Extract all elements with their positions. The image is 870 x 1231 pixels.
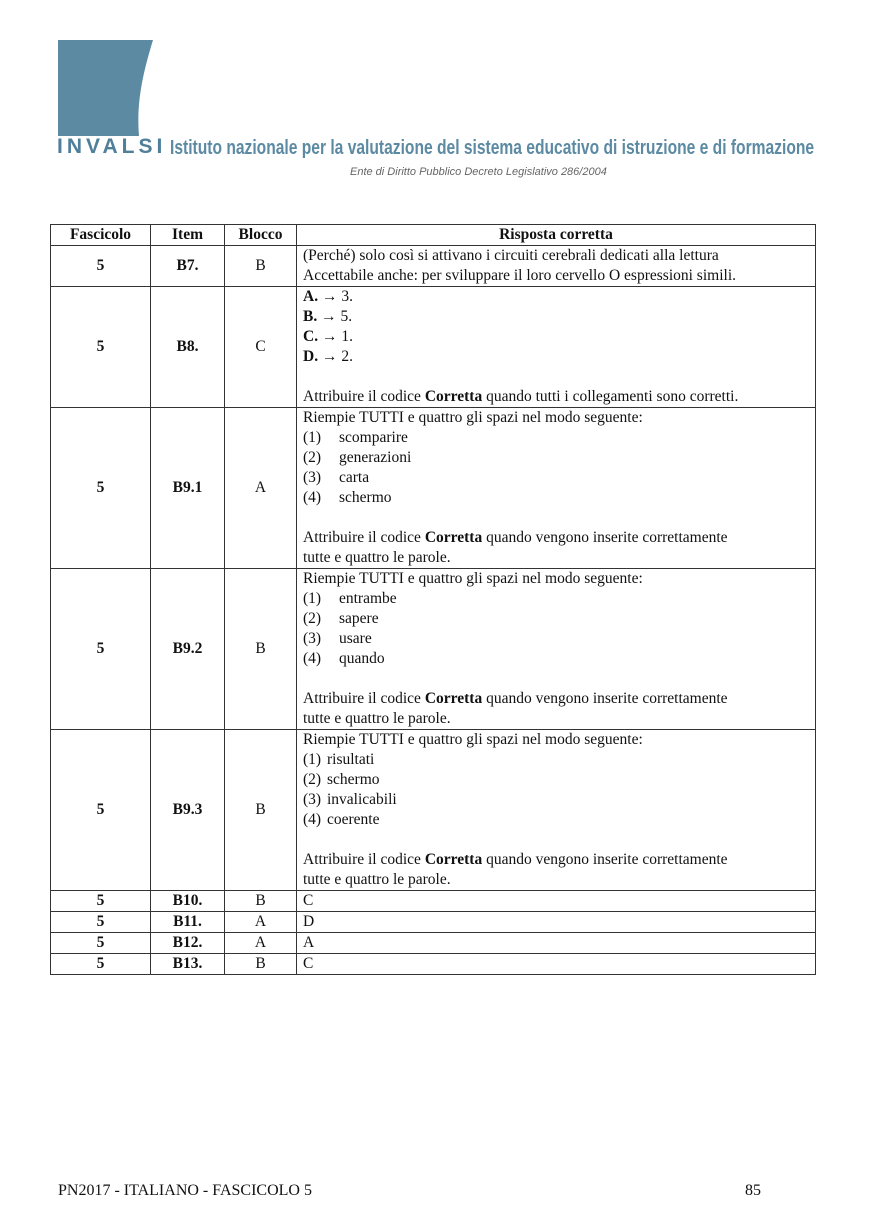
word-line: (3) invalicabili bbox=[303, 791, 397, 808]
table-row bbox=[51, 569, 816, 730]
fascicolo-cell: 5 bbox=[51, 287, 151, 408]
item-cell: B9.2 bbox=[151, 569, 225, 730]
item-cell: B11. bbox=[151, 912, 225, 933]
scoring-note: Attribuire il codice Corretta quando vengono inserite correttamente bbox=[303, 529, 728, 546]
scoring-note-line2: tutte e quattro le parole. bbox=[303, 549, 451, 566]
blocco-cell: B bbox=[225, 891, 297, 912]
blocco-cell: C bbox=[225, 287, 297, 408]
table-row bbox=[51, 246, 816, 287]
table-row bbox=[51, 891, 816, 912]
answers-table bbox=[50, 224, 816, 975]
blocco-cell: B bbox=[225, 730, 297, 891]
match-line: C. → 1. bbox=[303, 328, 353, 345]
blocco-cell: B bbox=[225, 954, 297, 975]
header-risposta: Risposta corretta bbox=[297, 225, 816, 246]
word-line: (1) risultati bbox=[303, 751, 375, 768]
word-line: (3) usare bbox=[303, 630, 372, 647]
scoring-note: Attribuire il codice Corretta quando vengono inserite correttamente bbox=[303, 851, 728, 868]
fascicolo-cell: 5 bbox=[51, 891, 151, 912]
blocco-cell: B bbox=[225, 569, 297, 730]
risposta-cell: A bbox=[297, 933, 816, 954]
risposta-cell: C bbox=[297, 954, 816, 975]
risposta-cell bbox=[297, 246, 816, 287]
word-line: (3) carta bbox=[303, 469, 370, 486]
risposta-cell bbox=[297, 408, 816, 569]
table-row bbox=[51, 912, 816, 933]
risposta-cell bbox=[297, 287, 816, 408]
header-blocco: Blocco bbox=[225, 225, 297, 246]
scoring-note: Attribuire il codice Corretta quando vengono inserite correttamente bbox=[303, 690, 728, 707]
fascicolo-cell: 5 bbox=[51, 912, 151, 933]
header-fascicolo: Fascicolo bbox=[51, 225, 151, 246]
word-line: (2) schermo bbox=[303, 771, 380, 788]
answer-line: (Perché) solo così si attivano i circuiti cerebrali dedicati alla lettura bbox=[303, 247, 719, 264]
page-number: 85 bbox=[745, 1182, 761, 1199]
answer-intro: Riempie TUTTI e quattro gli spazi nel modo seguente: bbox=[303, 731, 643, 748]
institute-name: Istituto nazionale per la valutazione del sistema educativo di istruzione e di formazione bbox=[170, 137, 815, 159]
institute-subtitle: Ente di Diritto Pubblico Decreto Legislativo 286/2004 bbox=[350, 166, 607, 178]
risposta-cell: C bbox=[297, 891, 816, 912]
fascicolo-cell: 5 bbox=[51, 954, 151, 975]
match-line: B. → 5. bbox=[303, 308, 353, 325]
item-cell: B10. bbox=[151, 891, 225, 912]
page-header bbox=[0, 0, 870, 200]
table-row bbox=[51, 954, 816, 975]
logo-wordmark: INVALSI bbox=[57, 135, 167, 158]
scoring-note-line2: tutte e quattro le parole. bbox=[303, 710, 451, 727]
word-line: (4) quando bbox=[303, 650, 385, 667]
item-cell: B8. bbox=[151, 287, 225, 408]
fascicolo-cell: 5 bbox=[51, 246, 151, 287]
risposta-cell bbox=[297, 569, 816, 730]
match-line: A. → 3. bbox=[303, 288, 353, 305]
scoring-note: Attribuire il codice Corretta quando tutti i collegamenti sono corretti. bbox=[303, 388, 739, 405]
risposta-cell: D bbox=[297, 912, 816, 933]
table-row bbox=[51, 287, 816, 408]
word-line: (2) generazioni bbox=[303, 449, 412, 466]
table-row bbox=[51, 730, 816, 891]
word-line: (4) schermo bbox=[303, 489, 392, 506]
table-header-row bbox=[51, 225, 816, 246]
fascicolo-cell: 5 bbox=[51, 408, 151, 569]
blocco-cell: A bbox=[225, 408, 297, 569]
answer-intro: Riempie TUTTI e quattro gli spazi nel modo seguente: bbox=[303, 570, 643, 587]
word-line: (1) entrambe bbox=[303, 590, 397, 607]
blocco-cell: A bbox=[225, 933, 297, 954]
fascicolo-cell: 5 bbox=[51, 569, 151, 730]
item-cell: B13. bbox=[151, 954, 225, 975]
item-cell: B12. bbox=[151, 933, 225, 954]
answer-intro: Riempie TUTTI e quattro gli spazi nel modo seguente: bbox=[303, 409, 643, 426]
item-cell: B9.3 bbox=[151, 730, 225, 891]
table-row bbox=[51, 408, 816, 569]
word-line: (2) sapere bbox=[303, 610, 379, 627]
risposta-cell bbox=[297, 730, 816, 891]
blocco-cell: B bbox=[225, 246, 297, 287]
fascicolo-cell: 5 bbox=[51, 730, 151, 891]
word-line: (1) scomparire bbox=[303, 429, 408, 446]
blocco-cell: A bbox=[225, 912, 297, 933]
word-line: (4) coerente bbox=[303, 811, 380, 828]
header-item: Item bbox=[151, 225, 225, 246]
scoring-note-line2: tutte e quattro le parole. bbox=[303, 871, 451, 888]
fascicolo-cell: 5 bbox=[51, 933, 151, 954]
answer-line: Accettabile anche: per sviluppare il loro cervello O espressioni simili. bbox=[303, 267, 737, 284]
footer-document-title: PN2017 - ITALIANO - FASCICOLO 5 bbox=[58, 1182, 312, 1199]
table-row bbox=[51, 933, 816, 954]
invalsi-logo-icon bbox=[56, 40, 156, 136]
item-cell: B9.1 bbox=[151, 408, 225, 569]
item-cell: B7. bbox=[151, 246, 225, 287]
match-line: D. → 2. bbox=[303, 348, 353, 365]
